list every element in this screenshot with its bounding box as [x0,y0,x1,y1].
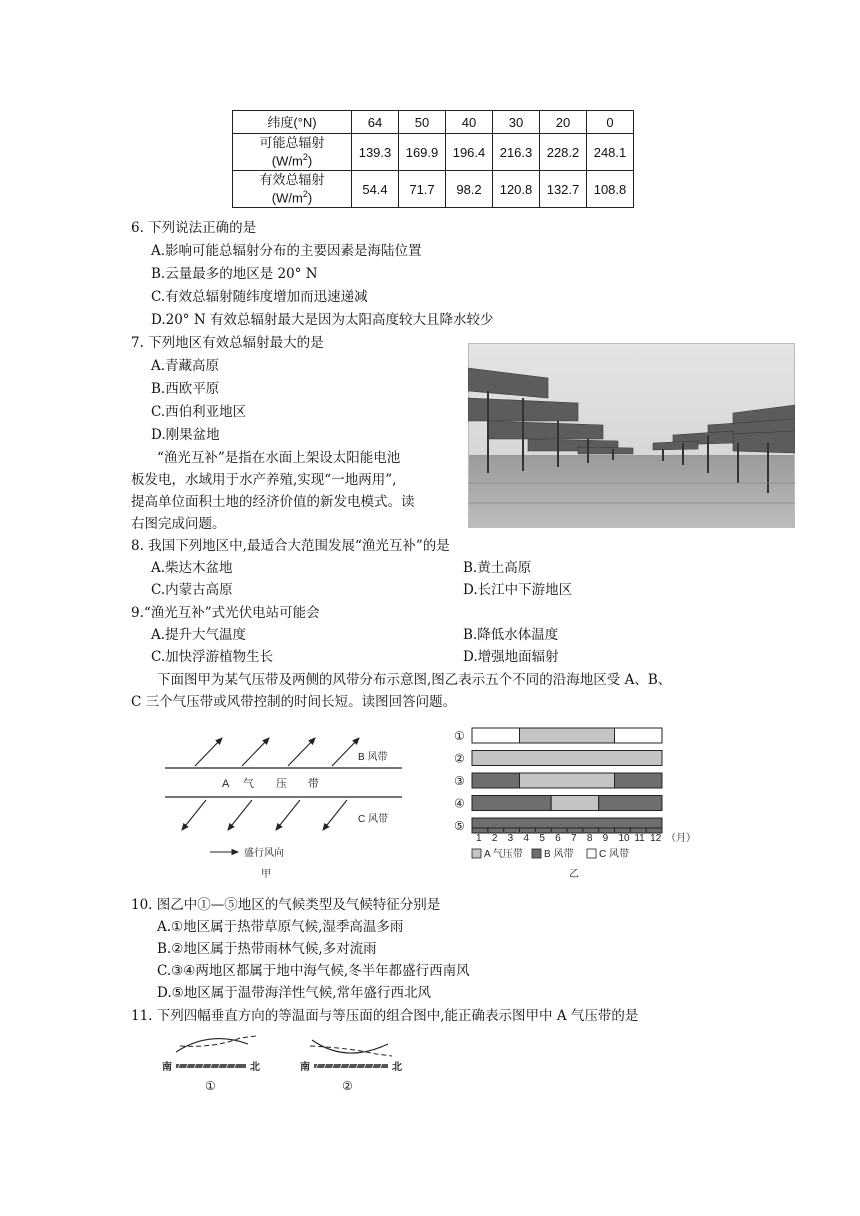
table-header-latitude: 纬度(°N) [233,111,352,134]
q8-option-d[interactable]: D.长江中下游地区 [463,582,573,598]
region-label: ⑤ [454,819,465,833]
question-6-stem: 6. 下列说法正确的是 [131,220,257,236]
a-label-char: 压 [276,778,287,790]
table-cell: 132.7 [540,171,587,208]
q11-figure-1 [160,1030,270,1096]
table-cell: 30 [493,111,540,134]
bar-segment-a [551,796,598,811]
a-label-char: 带 [308,778,319,790]
table-cell: 139.3 [352,134,399,171]
legend-c: C 风带 [599,849,629,860]
south-label: 南 [300,1062,310,1073]
table-row-label: 可能总辐射 $(W/m^2)$ [233,134,352,171]
intro-paragraph-line: “渔光互补”是指在水面上架设太阳能电池 [157,450,401,466]
table-cell: 64 [352,111,399,134]
q7-option-b[interactable]: B.西欧平原 [151,381,220,397]
table-cell: 108.8 [587,171,634,208]
figure-caption-jia: 甲 [261,869,271,880]
wind-direction-legend: 盛行风向 [244,848,284,859]
q10-option-a[interactable]: A.①地区属于热带草原气候,湿季高温多雨 [157,919,404,935]
table-cell: 228.2 [540,134,587,171]
legend-swatch-b [532,849,541,858]
region-label: ③ [454,774,465,788]
month-unit-label: （月） [666,833,696,844]
q8-option-b[interactable]: B.黄土高原 [463,560,532,576]
month-tick-label: 4 [523,833,530,844]
bar-segment-b [472,796,551,811]
intro-paragraph-line: 下面图甲为某气压带及两侧的风带分布示意图,图乙表示五个不同的沿海地区受 A、B、 [157,672,672,688]
q9-option-b[interactable]: B.降低水体温度 [463,627,559,643]
question-9-stem: 9.“渔光互补”式光伏电站可能会 [131,605,320,621]
bar-segment-c [472,728,520,743]
north-label: 北 [392,1062,402,1073]
q6-option-b[interactable]: B.云量最多的地区是 20° N [151,266,318,282]
month-tick-label: 1 [476,833,482,844]
bar-segment-b [472,773,520,788]
table-cell: 40 [446,111,493,134]
q10-option-b[interactable]: B.②地区属于热带雨林气候,多对流雨 [157,941,377,957]
q10-option-c[interactable]: C.③④两地区都属于地中海气候,冬半年都盛行西南风 [157,963,470,979]
q6-option-a[interactable]: A.影响可能总辐射分布的主要因素是海陆位置 [151,243,422,259]
bar-segment-b [599,796,662,811]
figure-yi [452,724,712,884]
table-cell: 0 [587,111,634,134]
q11-figure-2 [296,1030,416,1096]
month-tick-label: 10 [618,833,630,844]
q8-option-c[interactable]: C.内蒙古高原 [151,582,233,598]
radiation-table [232,110,634,208]
figure-caption-yi: 乙 [569,869,579,880]
question-11-stem: 11. 下列四幅垂直方向的等温面与等压面的组合图中,能正确表示图甲中 A 气压带的是 [131,1008,639,1024]
month-tick-label: 3 [507,833,514,844]
intro-paragraph-line: C 三个气压带或风带控制的时间长短。读图回答问题。 [131,694,457,710]
bar-segment-c [615,728,663,743]
figure-jia [160,730,410,880]
region-label: ④ [454,796,465,811]
b-wind-label: B 风带 [358,752,388,763]
table-row-label: 有效总辐射 $(W/m^2)$ [233,171,352,208]
region-label: ② [454,751,465,766]
figure-number: ② [342,1079,353,1093]
table-cell: 216.3 [493,134,540,171]
month-tick-label: 5 [539,833,545,844]
month-tick-label: 6 [555,833,561,844]
month-tick-label: 7 [571,833,577,844]
table-cell: 248.1 [587,134,634,171]
table-cell: 98.2 [446,171,493,208]
region-label: ① [454,729,465,743]
table-cell: 20 [540,111,587,134]
month-tick-label: 9 [602,833,609,844]
bar-segment-a [520,728,615,743]
bar-segment-b [615,773,663,788]
q9-option-c[interactable]: C.加快浮游植物生长 [151,649,274,665]
question-10-stem: 10. 图乙中①—⑤地区的气候类型及气候特征分别是 [131,897,441,913]
intro-paragraph-line: 提高单位面积土地的经济价值的新发电模式。读 [131,494,415,510]
q10-option-d[interactable]: D.⑤地区属于温带海洋性气候,常年盛行西北风 [157,985,432,1001]
table-cell: 71.7 [399,171,446,208]
figure-number: ① [205,1079,216,1093]
bar-segment-a [472,751,662,766]
q7-option-d[interactable]: D.刚果盆地 [151,427,220,443]
q9-option-a[interactable]: A.提升大气温度 [151,627,247,643]
question-8-stem: 8. 我国下列地区中,最适合大范围发展“渔光互补”的是 [131,538,450,554]
month-tick-label: 12 [650,833,662,844]
table-cell: 196.4 [446,134,493,171]
table-cell: 169.9 [399,134,446,171]
q7-option-c[interactable]: C.西伯利亚地区 [151,404,247,420]
q7-option-a[interactable]: A.青藏高原 [151,358,220,374]
bar-segment-a [520,773,615,788]
question-7-stem: 7. 下列地区有效总辐射最大的是 [131,335,324,351]
intro-paragraph-line: 板发电，水域用于水产养殖,实现“一地两用”, [131,472,397,488]
q9-option-d[interactable]: D.增强地面辐射 [463,649,559,665]
a-label: A [222,778,230,790]
south-label: 南 [162,1062,172,1073]
table-cell: 120.8 [493,171,540,208]
q8-option-a[interactable]: A.柴达木盆地 [151,560,233,576]
month-tick-label: 2 [491,833,498,844]
table-row [233,171,634,208]
legend-swatch-c [587,849,596,858]
table-row [233,111,634,134]
legend-swatch-a [472,849,481,858]
table-cell: 50 [399,111,446,134]
c-wind-label: C 风带 [358,814,388,825]
solar-panel-photo [468,343,795,528]
table-row [233,134,634,171]
month-tick-label: 11 [634,833,645,844]
legend-b: B 风带 [544,849,574,860]
table-cell: 54.4 [352,171,399,208]
legend-a: A 气压带 [484,849,523,860]
intro-paragraph-line: 右图完成问题。 [131,516,226,532]
a-label-char: 气 [243,778,254,790]
q6-option-c[interactable]: C.有效总辐射随纬度增加而迅速递减 [151,289,368,305]
month-tick-label: 8 [586,833,593,844]
north-label: 北 [250,1062,260,1073]
q6-option-d[interactable]: D.20° N 有效总辐射最大是因为太阳高度较大且降水较少 [151,312,494,328]
